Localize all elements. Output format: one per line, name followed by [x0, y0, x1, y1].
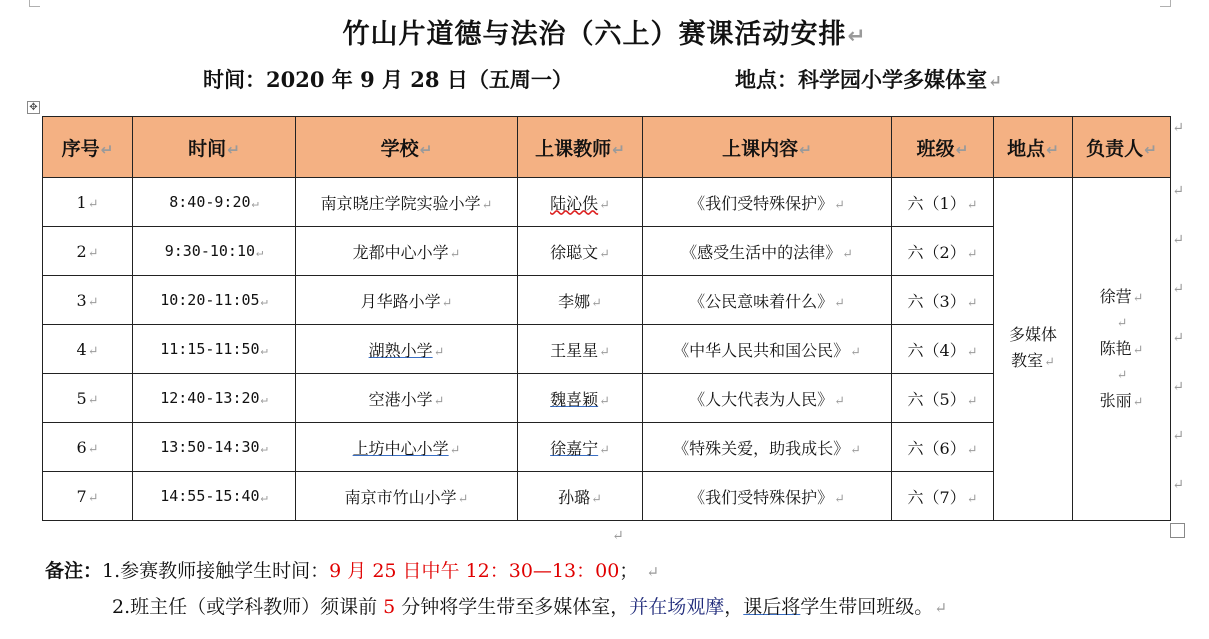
cell-time: 14:55-15:40↵: [133, 472, 296, 521]
header-location: 地点↵: [994, 117, 1073, 178]
notes-line2-comma: ，: [724, 596, 744, 618]
event-place: 地点：科学园小学多媒体室↵: [735, 67, 1003, 92]
notes-line1-prefix: 1.参赛教师接触学生时间：: [102, 560, 330, 582]
notes-line1-suffix: ；: [619, 560, 639, 582]
cell-teacher: 王星星↵: [518, 325, 643, 374]
cell-school: 南京市竹山小学↵: [296, 472, 518, 521]
cell-time: 13:50-14:30↵: [133, 423, 296, 472]
cell-teacher: 徐聪文↵: [518, 227, 643, 276]
notes-line2-mid: 分钟将学生带至多媒体室，: [401, 596, 630, 618]
cell-time: 8:40-9:20↵: [133, 178, 296, 227]
empty-paragraph-mark: ↵: [1116, 315, 1128, 331]
header-owner: 负责人↵: [1073, 117, 1171, 178]
cell-teacher: 徐嘉宁↵: [518, 423, 643, 472]
cell-no: 2↵: [43, 227, 133, 276]
place-value: 科学园小学多媒体室: [798, 67, 987, 92]
cell-class: 六（6）↵: [892, 423, 994, 472]
cell-teacher: 魏喜颖↵: [518, 374, 643, 423]
cell-school: 空港小学↵: [296, 374, 518, 423]
row-end-mark: ↵: [1172, 477, 1184, 493]
cell-content: 《我们受特殊保护》↵: [643, 472, 892, 521]
time-label: 时间：: [203, 67, 266, 92]
notes-line2-prefix: 2.班主任（或学科教师）须课前: [112, 596, 378, 618]
cell-school: 南京晓庄学院实验小学↵: [296, 178, 518, 227]
cell-class: 六（1）↵: [892, 178, 994, 227]
cell-class: 六（2）↵: [892, 227, 994, 276]
paragraph-mark: ↵: [612, 528, 624, 544]
cell-class: 六（5）↵: [892, 374, 994, 423]
notes-line2-underlined: 课后将: [743, 596, 801, 618]
row-end-mark: ↵: [1172, 281, 1184, 297]
empty-paragraph-mark: ↵: [1116, 367, 1128, 383]
cell-class: 六（4）↵: [892, 325, 994, 374]
place-label: 地点：: [735, 67, 798, 92]
owner-name: 张丽↵: [1099, 390, 1144, 410]
table-header-row: [43, 117, 1171, 178]
notes-line2-number: 5: [383, 596, 396, 618]
time-value: 2020 年 9 月 28 日（五周一）: [266, 67, 573, 92]
notes-line-1: 备注：1.参赛教师接触学生时间：9 月 25 日中午 12：30—13：00； ↵: [45, 560, 660, 582]
table-resize-handle[interactable]: [1170, 523, 1185, 538]
cell-location: 多媒体教室↵: [994, 178, 1073, 521]
event-time: [203, 64, 573, 94]
schedule-table: [42, 116, 1171, 521]
cell-time: 9:30-10:10↵: [133, 227, 296, 276]
row-end-mark: ↵: [1172, 428, 1184, 444]
cell-teacher: 陆沁佚↵: [518, 178, 643, 227]
page-corner-mark-top-right: [1160, 0, 1171, 7]
row-end-mark: ↵: [1172, 183, 1184, 199]
cell-school: 月华路小学↵: [296, 276, 518, 325]
cell-school: 龙都中心小学↵: [296, 227, 518, 276]
cell-teacher: 李娜↵: [518, 276, 643, 325]
header-content: 上课内容↵: [643, 117, 892, 178]
row-end-mark: ↵: [1172, 232, 1184, 248]
notes-line-2: 2.班主任（或学科教师）须课前 5 分钟将学生带至多媒体室，并在场观摩，课后将学生带回班级。↵: [112, 596, 948, 618]
cell-school: 上坊中心小学↵: [296, 423, 518, 472]
cell-content: 《感受生活中的法律》↵: [643, 227, 892, 276]
owner-name: 陈艳↵: [1099, 338, 1144, 358]
cell-class: 六（7）↵: [892, 472, 994, 521]
cell-no: 4↵: [43, 325, 133, 374]
cell-content: 《人大代表为人民》↵: [643, 374, 892, 423]
row-end-mark: ↵: [1172, 330, 1184, 346]
cell-content: 《公民意味着什么》↵: [643, 276, 892, 325]
notes-line2-suffix: 学生带回班级。: [800, 596, 934, 618]
row-end-mark: ↵: [1172, 120, 1184, 136]
cell-teacher: 孙璐↵: [518, 472, 643, 521]
cell-no: 6↵: [43, 423, 133, 472]
cell-time: 12:40-13:20↵: [133, 374, 296, 423]
cell-no: 7↵: [43, 472, 133, 521]
cell-school: 湖熟小学↵: [296, 325, 518, 374]
cell-no: 1↵: [43, 178, 133, 227]
header-time: 时间↵: [133, 117, 296, 178]
cell-time: 11:15-11:50↵: [133, 325, 296, 374]
cell-no: 3↵: [43, 276, 133, 325]
header-no: 序号↵: [43, 117, 133, 178]
row-end-mark: ↵: [1172, 379, 1184, 395]
cell-content: 《特殊关爱，助我成长》↵: [643, 423, 892, 472]
notes-line1-highlight: 9 月 25 日中午 12：30—13：00: [329, 560, 620, 582]
cell-class: 六（3）↵: [892, 276, 994, 325]
document-title: 竹山片道德与法治（六上）赛课活动安排↵: [342, 19, 867, 50]
header-class: 班级↵: [892, 117, 994, 178]
header-teacher: 上课教师↵: [518, 117, 643, 178]
cell-owners: [1073, 178, 1171, 521]
notes-line2-blue: 并在场观摩: [629, 596, 725, 618]
table-move-handle-icon[interactable]: ✥: [27, 101, 40, 114]
notes-label: 备注：: [45, 560, 103, 582]
cell-no: 5↵: [43, 374, 133, 423]
cell-time: 10:20-11:05↵: [133, 276, 296, 325]
page-corner-mark-top-left: [29, 0, 40, 7]
cell-content: 《中华人民共和国公民》↵: [643, 325, 892, 374]
cell-content: 《我们受特殊保护》↵: [643, 178, 892, 227]
owner-name: 徐营↵: [1099, 286, 1144, 306]
header-school: 学校↵: [296, 117, 518, 178]
table-row: [43, 178, 1171, 227]
